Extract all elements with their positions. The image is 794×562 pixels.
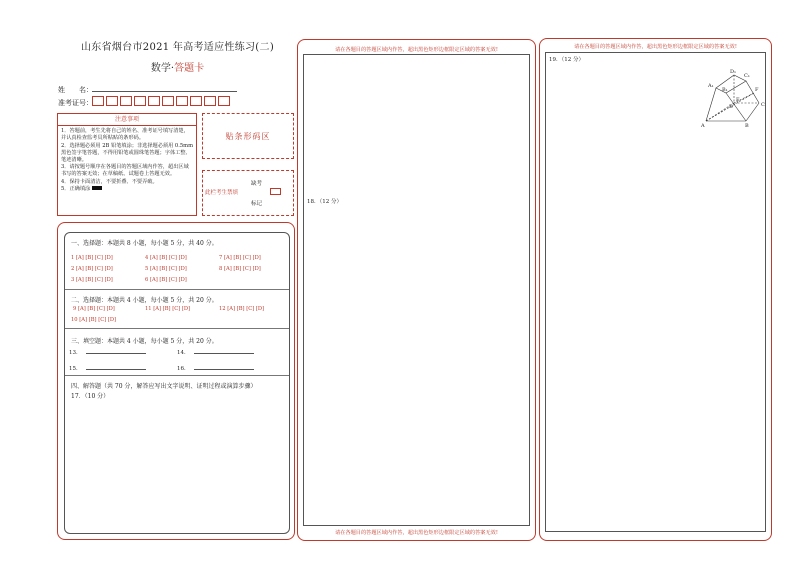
ticket-label: 准考证号： — [58, 99, 93, 107]
label-A: A — [701, 123, 705, 129]
barcode-area: 贴条形码区 — [202, 113, 294, 159]
choice-row[interactable]: 1 [A] [B] [C] [D] — [71, 255, 113, 261]
absence-bottom-label: 标记 — [251, 201, 263, 207]
label-D1: D₁ — [730, 69, 737, 75]
absence-checkbox[interactable] — [267, 188, 281, 195]
choice-row[interactable]: 10 [A] [B] [C] [D] — [71, 317, 117, 323]
ticket-box[interactable] — [204, 96, 216, 106]
top-face — [716, 75, 746, 93]
label-B1: B₁ — [722, 87, 728, 93]
ticket-box[interactable] — [218, 96, 230, 106]
section-divider — [65, 375, 289, 376]
choice-row[interactable]: 4 [A] [B] [C] [D] — [145, 255, 187, 261]
section2-heading: 二、选择题：本题共 4 小题，每小题 5 分，共 20 分。 — [71, 297, 218, 304]
question-19-label: 19．（12 分） — [549, 57, 584, 63]
answer-area-18[interactable] — [303, 54, 530, 526]
label-C: C — [761, 102, 765, 108]
answer-inner — [64, 232, 290, 534]
section-divider — [65, 328, 289, 329]
notice-box — [57, 113, 197, 216]
choice-row[interactable]: 9 [A] [B] [C] [D] — [73, 306, 115, 312]
blank-label: 13． — [69, 350, 82, 356]
column-3-panel — [539, 38, 772, 541]
choice-row[interactable]: 11 [A] [B] [C] [D] — [145, 306, 191, 312]
blank-label: 15． — [69, 366, 82, 372]
choice-row[interactable]: 5 [A] [B] [C] [D] — [145, 266, 187, 272]
label-A1: A₁ — [708, 83, 714, 89]
absence-note: 此栏考生禁填 — [205, 190, 239, 196]
card-label: 答题卡 — [174, 63, 205, 74]
blank-13[interactable] — [69, 348, 146, 356]
section4-heading: 四、解答题（共 70 分，解答应写出文字说明、证明过程或演算步骤） — [71, 383, 257, 390]
notice-item: 2．选择题必须用 2B 铅笔填涂；非选择题必须用 0.5mm 黑色签字笔答题，不得用铅笔或圆珠笔答题；字体工整、笔迹清晰。 — [61, 142, 194, 164]
notice-item: 4．保持卡面清洁，不要折叠、不要弄破。 — [61, 178, 158, 185]
notice-item-fill — [61, 186, 193, 193]
ticket-box[interactable] — [190, 96, 202, 106]
choice-row[interactable]: 6 [A] [B] [C] [D] — [145, 277, 187, 283]
blank-label: 16． — [177, 366, 190, 372]
label-E: E — [736, 97, 740, 103]
question-18-label: 18．（12 分） — [307, 199, 342, 205]
ticket-box[interactable] — [162, 96, 174, 106]
prism-figure — [696, 63, 771, 133]
exam-title: 山东省烟台市2021 年高考适应性练习(二) — [80, 42, 275, 53]
column-2-panel — [297, 39, 536, 541]
filled-mark-icon — [92, 186, 102, 190]
blank-16[interactable] — [177, 364, 254, 372]
answer-area-19[interactable] — [545, 52, 766, 532]
notice-fill-label: 5．正确填涂 — [61, 185, 91, 192]
section1-heading: 一、选择题：本题共 8 小题，每小题 5 分，共 40 分。 — [71, 240, 218, 247]
ticket-number-boxes[interactable] — [92, 96, 232, 106]
notice-item: 3．请按题号顺序在各题目的答题区域内作答，超出区域书写的答案无效；在草稿纸、试题卷上答题无效。 — [61, 164, 189, 178]
section-divider — [65, 289, 289, 290]
blank-15[interactable] — [69, 364, 146, 372]
warning-banner-top: 请在各题目的答题区域内作答，超出黑色矩形边框限定区域的答案无效! — [335, 47, 498, 53]
ticket-box[interactable] — [148, 96, 160, 106]
warning-banner-bottom: 请在各题目的答题区域内作答，超出黑色矩形边框限定区域的答案无效! — [335, 530, 498, 536]
warning-banner-top: 请在各题目的答题区域内作答，超出黑色矩形边框限定区域的答案无效! — [574, 44, 737, 50]
subtitle-dot: · — [170, 63, 175, 74]
notice-item: 1．答题前，考生先将自己的姓名、准考证号填写清楚，并认真检查监考员所粘贴的条形码。 — [61, 128, 189, 142]
blank-label: 14． — [177, 350, 190, 356]
label-C1: C₁ — [744, 73, 750, 79]
choice-row[interactable]: 2 [A] [B] [C] [D] — [71, 266, 113, 272]
name-field[interactable] — [92, 91, 237, 92]
section3-heading: 三、填空题：本题共 4 小题，每小题 5 分，共 20 分。 — [71, 338, 218, 345]
label-D: D — [729, 104, 734, 110]
label-B: B — [745, 123, 749, 129]
question-17-label: 17．（10 分） — [71, 393, 110, 400]
subject-label: 数学 — [150, 63, 171, 74]
absence-mark-area — [202, 170, 294, 216]
card-subtitle — [60, 59, 295, 74]
name-label: 姓 名： — [58, 86, 93, 94]
label-F: F — [755, 87, 759, 93]
ticket-box[interactable] — [120, 96, 132, 106]
notice-title: 注意事项 — [58, 114, 196, 126]
absence-top-label: 缺考 — [251, 181, 263, 187]
choice-row[interactable]: 7 [A] [B] [C] [D] — [219, 255, 261, 261]
blank-14[interactable] — [177, 348, 254, 356]
ticket-box[interactable] — [92, 96, 104, 106]
choice-row[interactable]: 12 [A] [B] [C] [D] — [219, 306, 265, 312]
ticket-box[interactable] — [176, 96, 188, 106]
ticket-box[interactable] — [134, 96, 146, 106]
choice-row[interactable]: 8 [A] [B] [C] [D] — [219, 266, 261, 272]
ticket-box[interactable] — [106, 96, 118, 106]
choice-row[interactable]: 3 [A] [B] [C] [D] — [71, 277, 113, 283]
